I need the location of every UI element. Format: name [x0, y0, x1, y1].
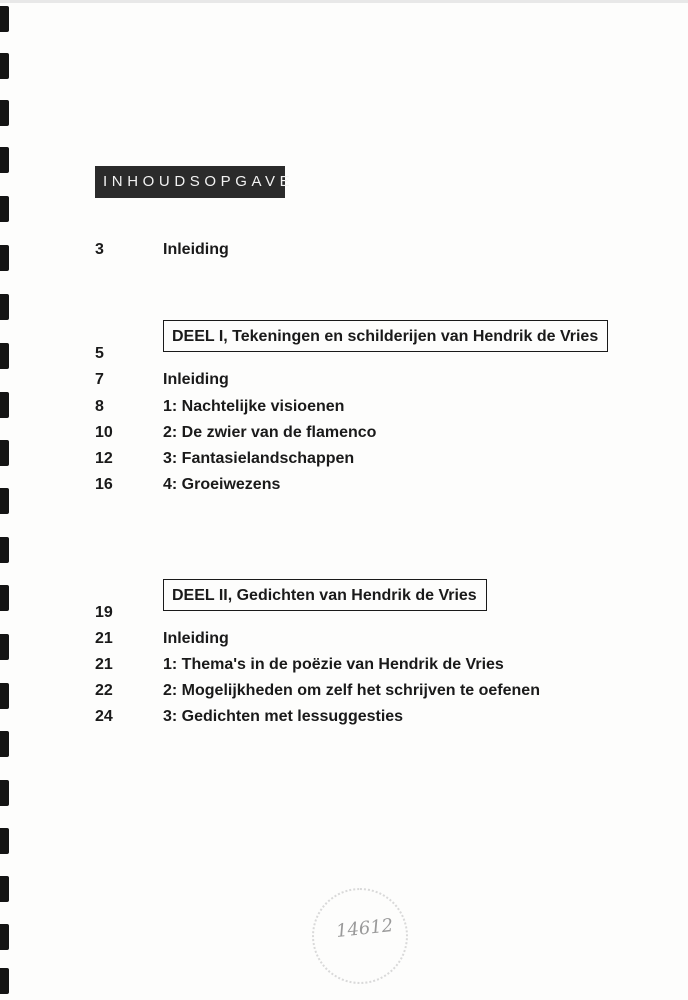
toc-page-number: 3 — [95, 241, 104, 258]
toc-entry-label: 2: Mogelijkheden om zelf het schrijven te oefenen — [163, 682, 540, 699]
toc-entry-label: 1: Nachtelijke visioenen — [163, 398, 345, 415]
binding-hole — [0, 294, 9, 320]
binding-hole — [0, 828, 9, 854]
handwritten-accession-number: 14612 — [335, 915, 395, 942]
toc-page-number: 7 — [95, 371, 104, 388]
toc-entry[interactable] — [0, 628, 688, 650]
binding-hole — [0, 876, 9, 902]
binding-hole — [0, 53, 9, 79]
toc-entry[interactable] — [0, 239, 688, 261]
part-heading[interactable]: DEEL II, Gedichten van Hendrik de Vries — [163, 579, 487, 611]
part-heading[interactable]: DEEL I, Tekeningen en schilderijen van Hendrik de Vries — [163, 320, 608, 352]
toc-page-number: 8 — [95, 398, 104, 415]
toc-entry-label: 2: De zwier van de flamenco — [163, 424, 377, 441]
toc-entry-label: Inleiding — [163, 241, 229, 258]
binding-hole — [0, 537, 9, 563]
toc-page-number: 22 — [95, 682, 113, 699]
toc-entry-label: 1: Thema's in de poëzie van Hendrik de Vries — [163, 656, 504, 673]
toc-page-number: 21 — [95, 656, 113, 673]
toc-entry[interactable] — [0, 474, 688, 496]
toc-page-number: 21 — [95, 630, 113, 647]
toc-entry-label: 3: Fantasielandschappen — [163, 450, 355, 467]
part-heading-page-row — [0, 343, 688, 365]
toc-entry-label: 3: Gedichten met lessuggesties — [163, 708, 404, 725]
toc-page-number: 10 — [95, 424, 113, 441]
toc-entry[interactable] — [0, 396, 688, 418]
toc-page-number: 5 — [95, 345, 104, 362]
binding-hole — [0, 147, 9, 173]
toc-page-number: 12 — [95, 450, 113, 467]
toc-entry[interactable] — [0, 680, 688, 702]
toc-page-number: 16 — [95, 476, 113, 493]
part-heading-page-row — [0, 602, 688, 624]
toc-page-number: 24 — [95, 708, 113, 725]
spiral-binding — [0, 0, 16, 1000]
binding-hole — [0, 100, 9, 126]
toc-entry-label: Inleiding — [163, 371, 229, 388]
toc-entry[interactable] — [0, 422, 688, 444]
binding-hole — [0, 780, 9, 806]
binding-hole — [0, 924, 9, 950]
binding-hole — [0, 6, 9, 32]
toc-entry[interactable] — [0, 369, 688, 391]
toc-entry[interactable] — [0, 706, 688, 728]
toc-entry[interactable] — [0, 654, 688, 676]
toc-entry[interactable] — [0, 448, 688, 470]
toc-page-number: 19 — [95, 604, 113, 621]
binding-hole — [0, 731, 9, 757]
toc-title: INHOUDSOPGAVE — [95, 166, 285, 198]
binding-hole — [0, 196, 9, 222]
top-edge — [0, 0, 688, 3]
toc-entry-label: 4: Groeiwezens — [163, 476, 281, 493]
toc-entry-label: Inleiding — [163, 630, 229, 647]
binding-hole — [0, 968, 9, 994]
